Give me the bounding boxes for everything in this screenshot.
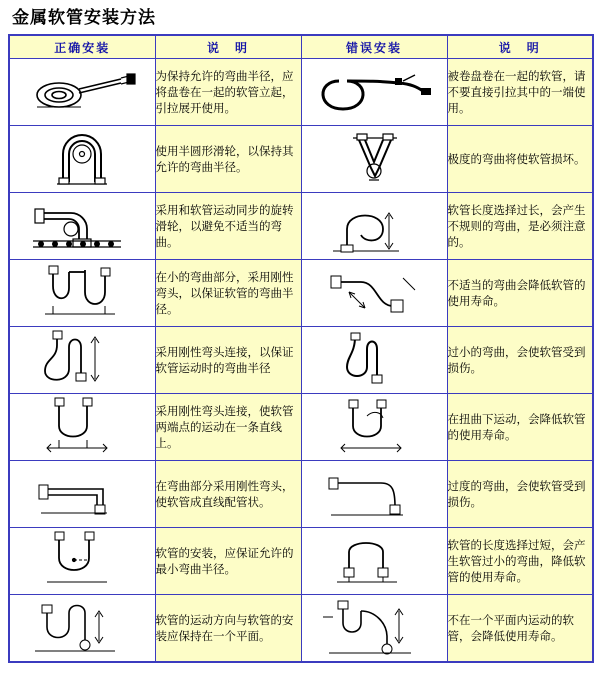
wrong-note-cell: 过小的弯曲，会使软管受到损伤。 <box>447 327 593 394</box>
wrong-figure-cell <box>301 461 447 528</box>
table-row <box>9 528 593 595</box>
table-row <box>9 327 593 394</box>
coiled-hose-flat-icon <box>11 61 153 123</box>
correct-figure-cell <box>9 126 155 193</box>
wrong-figure-cell <box>301 260 447 327</box>
coiled-hose-pulled-icon <box>303 61 445 123</box>
correct-figure-cell <box>9 595 155 663</box>
correct-figure-cell <box>9 193 155 260</box>
improper-bend-icon <box>303 262 445 324</box>
header-correct-install: 正确安装 <box>9 35 155 59</box>
rigid-elbow-small-bend-icon <box>11 262 153 324</box>
correct-note-cell: 为保持允许的弯曲半径，应将盘卷在一起的软管立起，引拉展开使用。 <box>155 59 301 126</box>
sharp-bend-pulley-icon <box>303 128 445 190</box>
excess-length-small-bend-icon <box>303 530 445 592</box>
page-title: 金属软管安装方法 <box>12 8 156 28</box>
table-row <box>9 394 593 461</box>
correct-note-cell: 采用刚性弯头连接，使软管两端点的运动在一条直线上。 <box>155 394 301 461</box>
table-row <box>9 461 593 528</box>
over-bent-elbow-icon <box>303 463 445 525</box>
wrong-note-cell: 软管的长度选择过短，会产生软管过小的弯曲，降低软管的使用寿命。 <box>447 528 593 595</box>
table-row <box>9 193 593 260</box>
wrong-figure-cell <box>301 394 447 461</box>
same-plane-motion-icon <box>11 597 153 659</box>
correct-note-cell: 在小的弯曲部分，采用刚性弯头，以保证软管的弯曲半径。 <box>155 260 301 327</box>
header-correct-note: 说 明 <box>155 35 301 59</box>
wrong-figure-cell <box>301 193 447 260</box>
correct-figure-cell <box>9 59 155 126</box>
wrong-note-cell: 不在一个平面内运动的软管，会降低使用寿命。 <box>447 595 593 663</box>
wrong-figure-cell <box>301 126 447 193</box>
wrong-figure-cell <box>301 528 447 595</box>
correct-figure-cell <box>9 528 155 595</box>
wrong-figure-cell <box>301 327 447 394</box>
wrong-note-cell: 软管长度选择过长，会产生不规则的弯曲，是必须注意的。 <box>447 193 593 260</box>
wrong-figure-cell <box>301 59 447 126</box>
semicircular-pulley-icon <box>11 128 153 190</box>
correct-note-cell: 使用半圆形滑轮，以保持其允许的弯曲半径。 <box>155 126 301 193</box>
installation-methods-table <box>8 34 594 663</box>
correct-figure-cell <box>9 327 155 394</box>
table-row <box>9 260 593 327</box>
table-row <box>9 59 593 126</box>
table-row <box>9 595 593 663</box>
out-of-plane-motion-icon <box>303 597 445 659</box>
table-row <box>9 126 593 193</box>
excess-length-loop-icon <box>303 195 445 257</box>
table-header-row <box>9 35 593 59</box>
straight-pipe-elbow-icon <box>11 463 153 525</box>
correct-note-cell: 采用和软管运动同步的旋转滑轮，以避免不适当的弯曲。 <box>155 193 301 260</box>
rigid-elbow-connection-icon <box>11 329 153 391</box>
too-small-bend-icon <box>303 329 445 391</box>
correct-note-cell: 软管的安装，应保证允许的最小弯曲半径。 <box>155 528 301 595</box>
header-wrong-install: 错误安装 <box>301 35 447 59</box>
correct-note-cell: 在弯曲部分采用刚性弯头，使软管成直线配管状。 <box>155 461 301 528</box>
wrong-note-cell: 在扭曲下运动，会降低软管的使用寿命。 <box>447 394 593 461</box>
correct-figure-cell <box>9 394 155 461</box>
sync-rotating-pulley-icon <box>11 195 153 257</box>
correct-note-cell: 软管的运动方向与软管的安装应保持在一个平面。 <box>155 595 301 663</box>
wrong-note-cell: 不适当的弯曲会降低软管的使用寿命。 <box>447 260 593 327</box>
wrong-note-cell: 过度的弯曲，会使软管受到损伤。 <box>447 461 593 528</box>
wrong-note-cell: 被卷盘卷在一起的软管，请不要直接引拉其中的一端使用。 <box>447 59 593 126</box>
correct-note-cell: 采用刚性弯头连接，以保证软管运动时的弯曲半径 <box>155 327 301 394</box>
wrong-note-cell: 极度的弯曲将使软管损坏。 <box>447 126 593 193</box>
min-bend-radius-icon <box>11 530 153 592</box>
wrong-figure-cell <box>301 595 447 663</box>
correct-figure-cell <box>9 461 155 528</box>
header-wrong-note: 说 明 <box>447 35 593 59</box>
correct-figure-cell <box>9 260 155 327</box>
torsion-u-bend-icon <box>303 396 445 458</box>
u-bend-straight-line-icon <box>11 396 153 458</box>
